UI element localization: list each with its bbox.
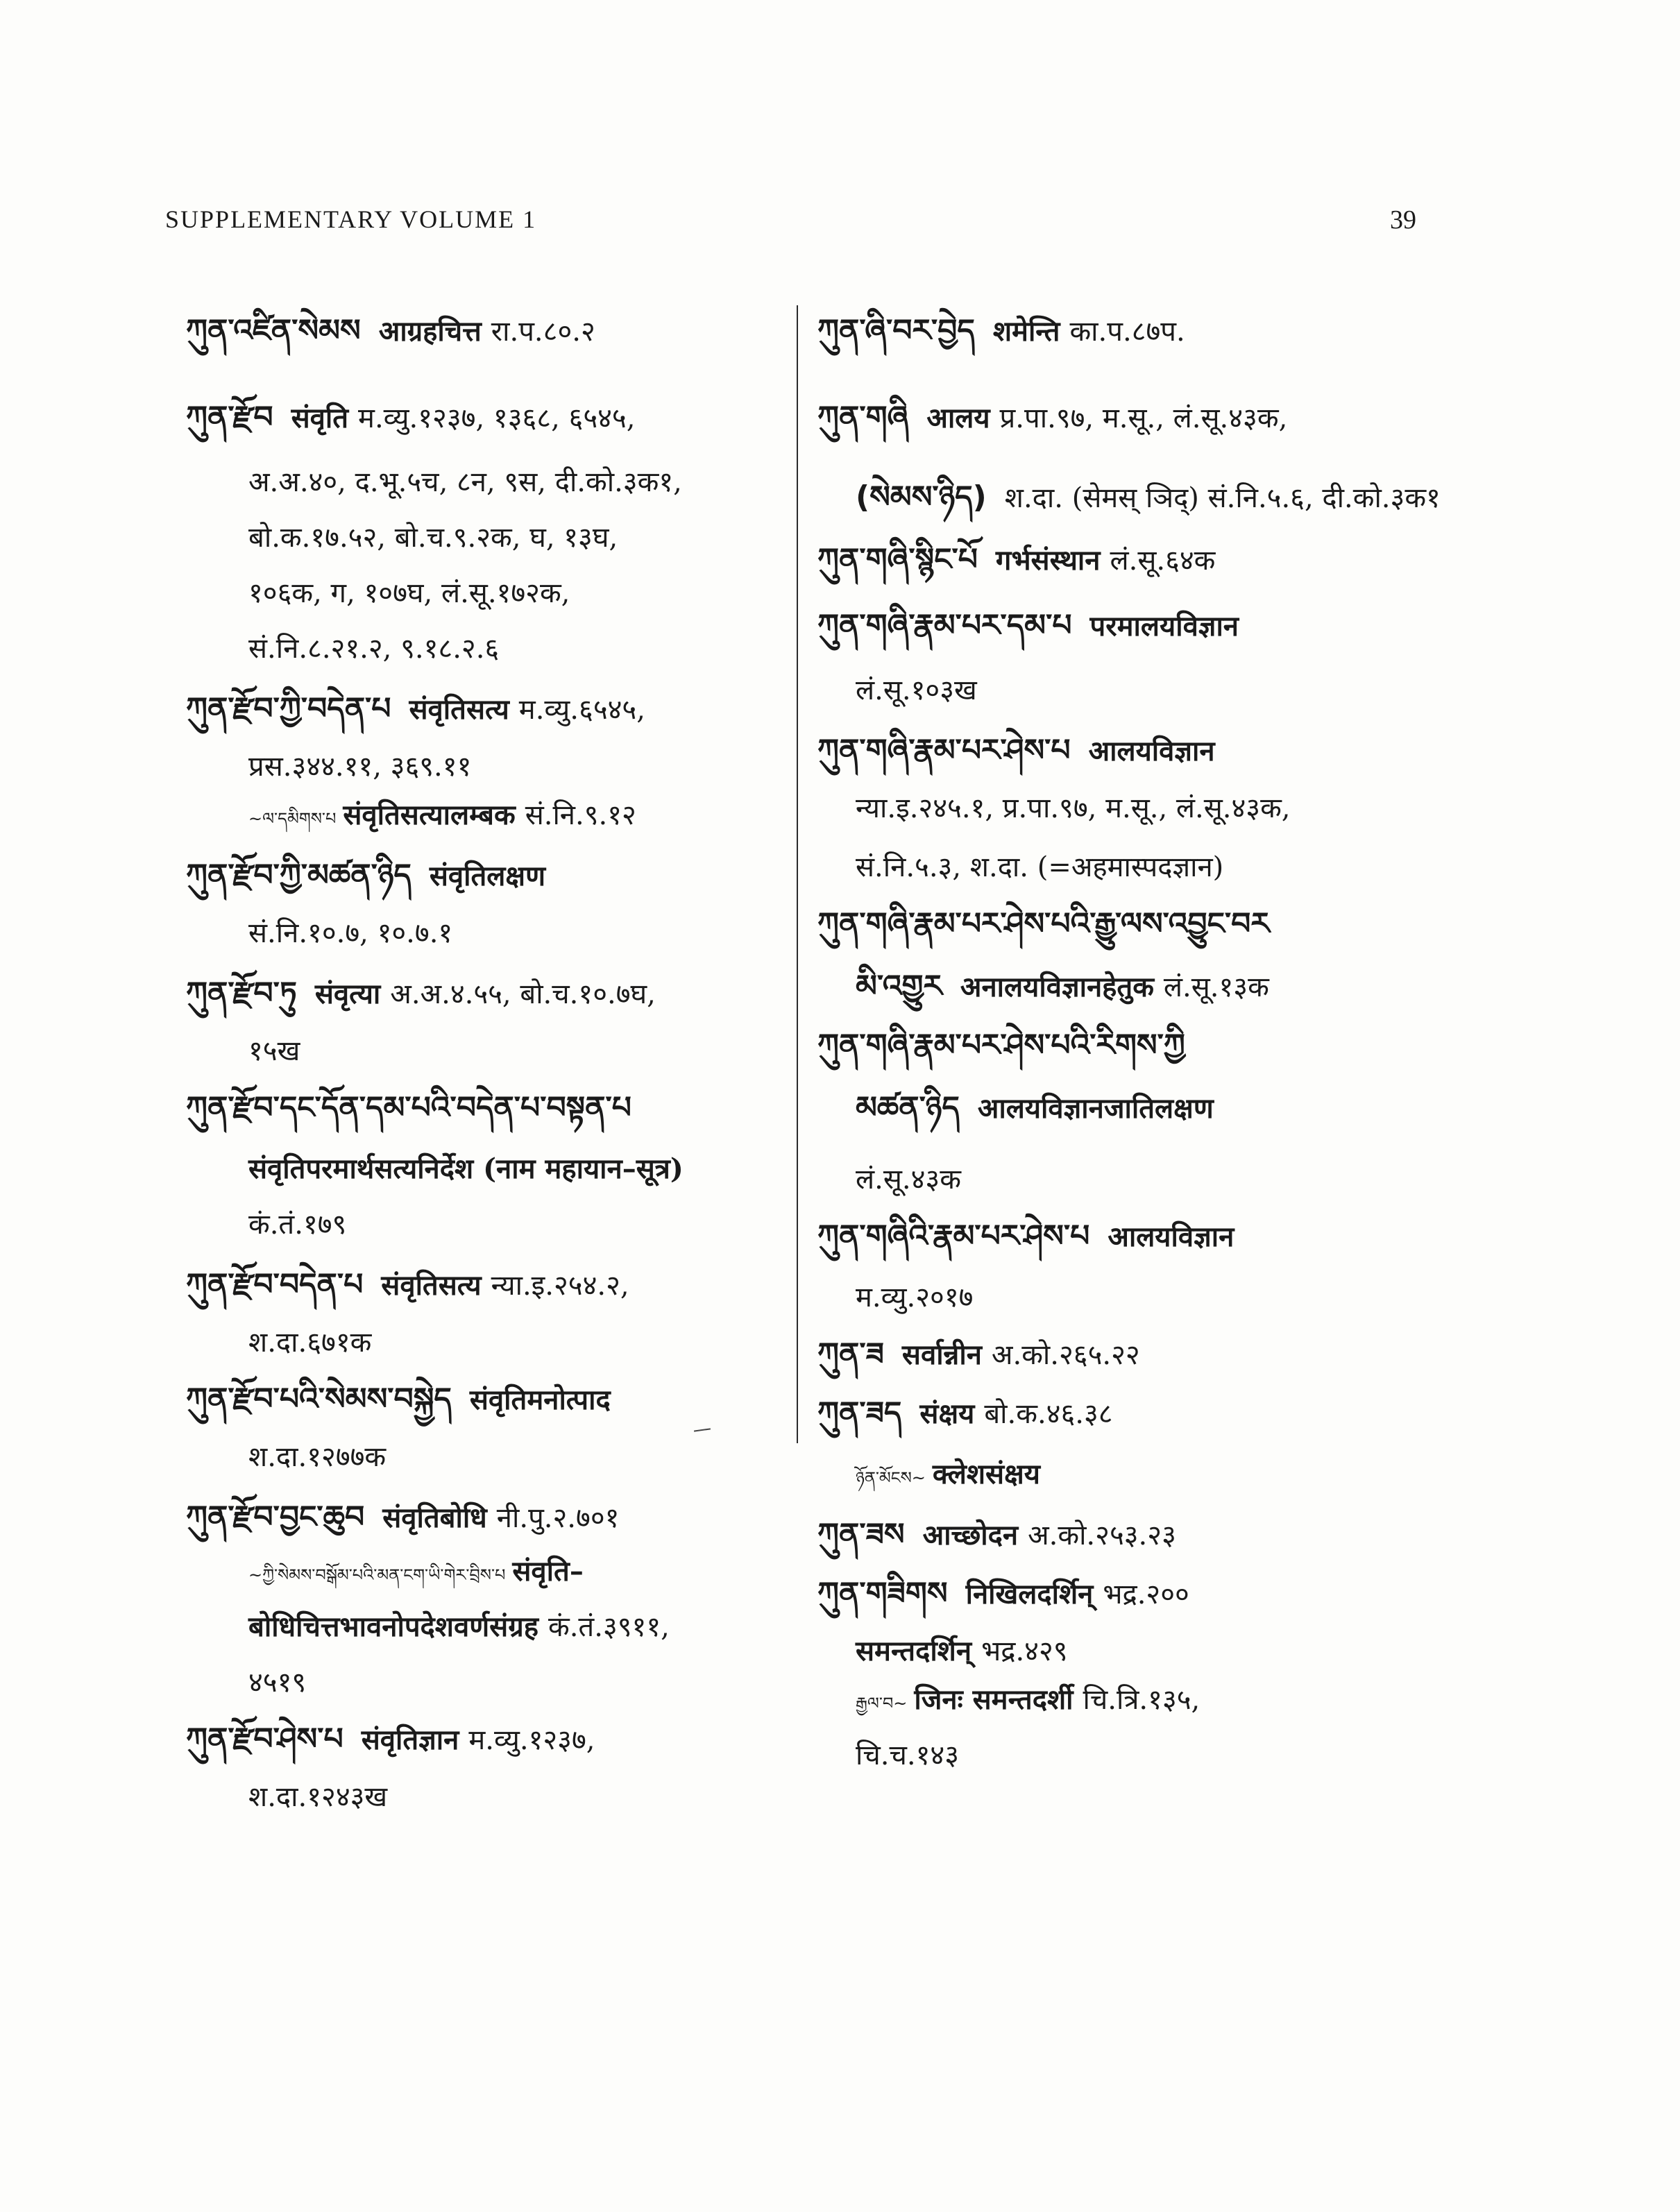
sanskrit-equivalent: संवृतिमनोत्पाद	[469, 1384, 611, 1416]
source-reference: सं.नि.९.१२	[525, 799, 636, 831]
dictionary-line	[248, 1667, 307, 1699]
dictionary-line	[817, 1336, 1140, 1372]
tibetan-headword: (སེམས་ཉིད)	[856, 479, 987, 515]
dictionary-line	[856, 1637, 1068, 1665]
sanskrit-equivalent: सर्वान्नीन	[901, 1338, 982, 1371]
tibetan-headword: ཀུན་རྫོབ་བྱང་ཆུབ	[186, 1499, 365, 1535]
source-reference: लं.सू.६४क	[1110, 545, 1216, 577]
source-reference: अ.को.२६५.२२	[991, 1339, 1140, 1371]
tibetan-headword: ཀུན་རྫོབ་པའི་སེམས་བསྐྱེད	[186, 1381, 452, 1417]
sanskrit-equivalent: संवृतिसत्यालम्बक	[343, 799, 516, 831]
source-reference: १५ख	[248, 1035, 300, 1067]
source-reference: श.दा.१२४३ख	[248, 1781, 388, 1813]
dictionary-line	[248, 1211, 346, 1239]
tibetan-headword: ཀུན་རྫོབ་བདེན་པ	[186, 1267, 364, 1302]
tibetan-headword: ཀུན་གཞི་རྣམ་པར་དམ་པ	[817, 608, 1072, 643]
sanskrit-equivalent: आलयविज्ञानजातिलक्षण	[977, 1092, 1214, 1125]
tibetan-headword: ཀུན་རྫོབ་ཀྱི་བདེན་པ	[186, 691, 391, 726]
sanskrit-equivalent: समन्तदर्शिन्	[856, 1635, 972, 1667]
dictionary-line	[248, 919, 452, 947]
dictionary-line	[186, 313, 595, 348]
source-reference: कं.तं.३९११,	[548, 1611, 670, 1643]
source-reference: अ.अ.४.५५, बो.च.१०.७घ,	[390, 978, 656, 1010]
source-reference: लं.सू.१०३ख	[856, 674, 977, 706]
dictionary-line	[817, 735, 1225, 766]
dictionary-line	[817, 1030, 1203, 1061]
source-reference: म.व्यु.२०१७	[856, 1282, 974, 1313]
dictionary-line	[186, 978, 656, 1009]
tibetan-headword: ཀུན་གཟིགས	[817, 1576, 948, 1611]
sanskrit-equivalent: शमेन्ति	[992, 315, 1060, 348]
dictionary-line	[856, 1683, 1200, 1716]
dictionary-line	[856, 674, 977, 706]
sanskrit-equivalent: संवृतिलक्षण	[429, 860, 546, 892]
dictionary-line	[248, 524, 618, 552]
dictionary-line	[248, 635, 499, 663]
tibetan-headword: མཚན་ཉིད	[856, 1090, 960, 1125]
dictionary-line	[856, 479, 1441, 515]
sanskrit-equivalent: आलय	[926, 402, 990, 434]
tibetan-headword: ཀུན་གཞི་རྣམ་པར་ཤེས་པའི་རིགས་ཀྱི	[817, 1028, 1185, 1063]
dictionary-line	[248, 1152, 693, 1185]
sanskrit-equivalent: संवृतिज्ञान	[361, 1724, 459, 1756]
dictionary-line	[186, 691, 645, 726]
dictionary-line	[186, 1267, 629, 1302]
tibetan-headword: ཀུན་གཞི་སྙིང་པོ	[817, 542, 978, 577]
dictionary-line	[856, 971, 1269, 1002]
dictionary-line	[248, 1327, 372, 1359]
source-reference: अ.को.२५३.२३	[1028, 1520, 1176, 1551]
source-reference: म.व्यु.१२३७, १३६८, ६५४५,	[358, 402, 636, 434]
dictionary-line	[856, 1090, 1223, 1125]
source-reference: बो.क.४६.३८	[984, 1398, 1113, 1430]
sanskrit-equivalent: संवृतिसत्य	[381, 1269, 482, 1302]
sanskrit-equivalent: संवृति–	[512, 1555, 584, 1588]
tibetan-headword: ~ལ་དམིགས་པ	[248, 809, 337, 828]
tibetan-headword: ཀུན་གཞི	[817, 400, 909, 435]
dictionary-line	[817, 1517, 1176, 1552]
dictionary-line	[817, 906, 1288, 942]
dictionary-line	[856, 1458, 1050, 1490]
dictionary-line	[186, 860, 555, 891]
sanskrit-equivalent: आलयविज्ञान	[1088, 735, 1215, 767]
source-reference: चि.च.१४३	[856, 1739, 959, 1771]
dictionary-line	[817, 608, 1248, 643]
dictionary-line	[856, 1284, 973, 1311]
column-divider	[797, 305, 798, 1443]
tibetan-headword: ཀུན་རྫོབ	[186, 400, 273, 435]
sanskrit-equivalent: आलयविज्ञान	[1108, 1220, 1234, 1253]
source-reference: न्या.इ.२४५.१, प्र.पा.९७, म.सू., लं.सू.४३क,	[856, 792, 1291, 824]
source-reference: श.दा. (सेमस् ञिद्) सं.नि.५.६, दी.को.३क१	[1004, 482, 1441, 514]
tibetan-headword: ཉོན་མོངས~	[856, 1468, 926, 1488]
tibetan-headword: ཀུན་ཟ	[817, 1336, 884, 1372]
dictionary-line	[186, 1381, 620, 1417]
dictionary-line	[856, 1739, 959, 1771]
dictionary-line	[817, 313, 1185, 348]
source-reference: नी.पु.२.७०१	[496, 1502, 620, 1534]
dictionary-line	[248, 468, 682, 496]
source-reference: का.प.८७प.	[1069, 316, 1185, 348]
source-reference: भद्र.२००	[1103, 1579, 1189, 1610]
source-reference: ४५१९	[248, 1667, 307, 1699]
stray-mark	[694, 1428, 711, 1431]
source-reference: बो.क.१७.५२, बो.च.९.२क, घ, १३घ,	[248, 522, 618, 554]
tibetan-headword: ཀུན་ཟས	[817, 1517, 905, 1552]
tibetan-headword: རྒྱལ་བ~	[856, 1694, 908, 1713]
source-reference: प्र.पा.९७, म.सू., लं.सू.४३क,	[999, 402, 1288, 434]
source-reference: १०६क, ग, १०७घ, लं.सू.१७२क,	[248, 577, 570, 609]
source-reference: रा.प.८०.२	[491, 316, 595, 348]
dictionary-line	[248, 1037, 300, 1065]
dictionary-line	[817, 1395, 1113, 1431]
dictionary-line	[248, 1555, 593, 1588]
tibetan-headword: ཀུན་འཛིན་སེམས	[186, 313, 361, 348]
sanskrit-equivalent: निखिलदर्शिन्	[965, 1578, 1094, 1610]
dictionary-line	[856, 1164, 961, 1196]
source-reference: प्रस.३४४.११, ३६९.११	[248, 751, 472, 783]
source-reference: म.व्यु.६५४५,	[518, 694, 645, 726]
tibetan-headword: མི་འགྱུར	[856, 969, 942, 1004]
tibetan-headword: ཀུན་གཞི་རྣམ་པར་ཤེས་པའི་རྒྱུ་ལས་འབྱུང་བར	[817, 906, 1270, 942]
source-reference: चि.त्रि.१३५,	[1083, 1684, 1200, 1716]
sanskrit-equivalent: संवृतिबोधि	[382, 1501, 487, 1534]
sanskrit-equivalent: अनालयविज्ञानहेतुक	[960, 971, 1154, 1003]
sanskrit-equivalent: संक्षय	[919, 1397, 975, 1430]
source-reference: श.दा.१२७७क	[248, 1441, 387, 1473]
sanskrit-equivalent: बोधिचित्तभावनोपदेशवर्णसंग्रह	[248, 1610, 538, 1643]
dictionary-line	[248, 579, 570, 607]
dictionary-line	[186, 1721, 595, 1757]
tibetan-headword: ཀུན་རྫོབ་དང་དོན་དམ་པའི་བདེན་པ་བསྟན་པ	[186, 1090, 631, 1125]
tibetan-headword: ཀུན་གཞིའི་རྣམ་པར་ཤེས་པ	[817, 1218, 1090, 1254]
dictionary-line	[248, 753, 471, 781]
page-header	[165, 205, 1416, 246]
sanskrit-equivalent: संवृत्या	[314, 978, 381, 1010]
dictionary-line	[817, 542, 1216, 577]
dictionary-line	[817, 402, 1287, 433]
source-reference: श.दा.६७१क	[248, 1327, 372, 1359]
sanskrit-equivalent: परमालयविज्ञान	[1089, 610, 1239, 643]
sanskrit-equivalent: संवृतिपरमार्थसत्यनिर्देश (नाम महायान–सूत्र)	[248, 1152, 684, 1185]
source-reference: म.व्यु.१२३७,	[468, 1724, 595, 1756]
dictionary-line	[248, 801, 636, 829]
page-number: 39	[1390, 205, 1416, 235]
sanskrit-equivalent: संवृति	[291, 402, 349, 434]
sanskrit-equivalent: जिनः समन्तदर्शी	[914, 1683, 1074, 1716]
source-reference: अ.अ.४०, द.भू.५च, ८न, ९स, दी.को.३क१,	[248, 466, 682, 498]
source-reference: भद्र.४२९	[981, 1635, 1068, 1667]
source-reference: सं.नि.५.३, श.दा. (=अहमास्पदज्ञान)	[856, 851, 1224, 883]
tibetan-headword: ~ཀྱི་སེམས་བསྒོམ་པའི་མན་ངག་ཡི་གེར་བྲིས་པ	[248, 1565, 506, 1585]
sanskrit-equivalent: गर्भसंस्थान	[995, 544, 1101, 577]
tibetan-headword: ཀུན་རྫོབ་ཤེས་པ	[186, 1721, 343, 1757]
dictionary-line	[186, 1090, 650, 1125]
running-head: SUPPLEMENTARY VOLUME 1	[165, 205, 537, 233]
source-reference: लं.सू.४३क	[856, 1164, 961, 1196]
sanskrit-equivalent: आग्रहचित्त	[378, 315, 482, 348]
tibetan-headword: ཀུན་ཞི་བར་བྱེད	[817, 313, 975, 348]
tibetan-headword: ཀུན་རྫོབ་ཏུ	[186, 976, 297, 1011]
dictionary-line	[817, 1576, 1189, 1611]
sanskrit-equivalent: संवृतिसत्य	[409, 693, 509, 726]
source-reference: न्या.इ.२५४.२,	[491, 1270, 629, 1302]
dictionary-line	[248, 1443, 386, 1471]
sanskrit-equivalent: आच्छोदन	[922, 1519, 1019, 1551]
dictionary-line	[817, 1218, 1244, 1254]
source-reference: कं.तं.१७९	[248, 1209, 347, 1241]
dictionary-line	[856, 794, 1291, 822]
dictionary-line	[248, 1783, 387, 1811]
dictionary-line	[248, 1610, 670, 1643]
dictionary-line	[186, 402, 635, 433]
sanskrit-equivalent: क्लेशसंक्षय	[932, 1458, 1040, 1490]
tibetan-headword: ཀུན་ཟད	[817, 1395, 902, 1431]
dictionary-line	[856, 853, 1223, 881]
dictionary-line	[186, 1499, 620, 1535]
source-reference: सं.नि.१०.७, १०.७.१	[248, 917, 453, 949]
source-reference: सं.नि.८.२१.२, ९.१८.२.६	[248, 633, 500, 665]
tibetan-headword: ཀུན་གཞི་རྣམ་པར་ཤེས་པ	[817, 733, 1071, 768]
tibetan-headword: ཀུན་རྫོབ་ཀྱི་མཚན་ཉིད	[186, 858, 411, 893]
source-reference: लं.सू.१३क	[1163, 971, 1269, 1003]
